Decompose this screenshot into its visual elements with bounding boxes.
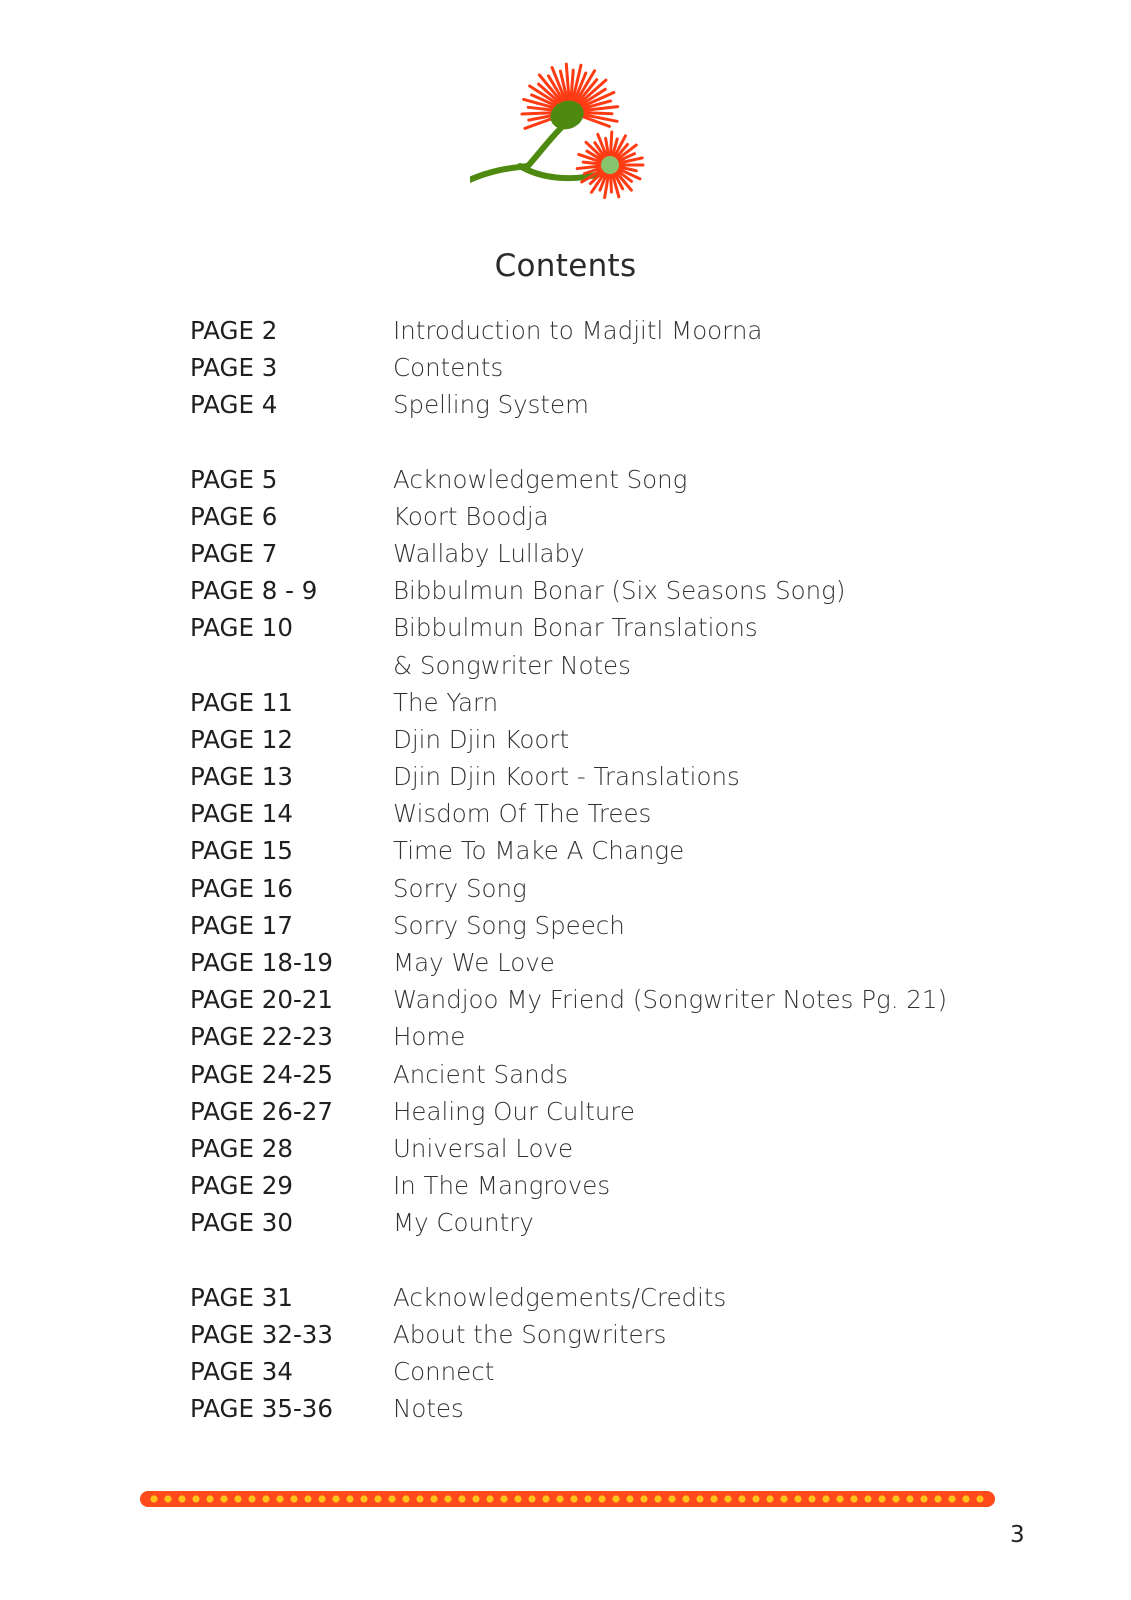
toc-page-label: PAGE 35-36 bbox=[190, 1394, 333, 1424]
strip-dot bbox=[318, 1495, 325, 1502]
toc-page-label: PAGE 12 bbox=[190, 724, 293, 754]
toc-entry-title: Bibbulmun Bonar Translations bbox=[393, 613, 758, 643]
toc-page-label: PAGE 32-33 bbox=[190, 1319, 333, 1349]
toc-entry-title: Home bbox=[393, 1022, 466, 1052]
strip-dot bbox=[920, 1495, 927, 1502]
strip-dot bbox=[248, 1495, 255, 1502]
strip-dot bbox=[234, 1495, 241, 1502]
toc-page-label: PAGE 28 bbox=[190, 1133, 293, 1163]
strip-dot bbox=[682, 1495, 689, 1502]
strip-dot bbox=[178, 1495, 185, 1502]
strip-dot bbox=[458, 1495, 465, 1502]
strip-dot bbox=[556, 1495, 563, 1502]
strip-dot bbox=[934, 1495, 941, 1502]
strip-dot bbox=[150, 1495, 157, 1502]
toc-page-label: PAGE 17 bbox=[190, 910, 293, 940]
strip-dot bbox=[346, 1495, 353, 1502]
toc-entry-title: About the Songwriters bbox=[393, 1319, 667, 1349]
strip-dot bbox=[836, 1495, 843, 1502]
strip-dot bbox=[696, 1495, 703, 1502]
toc-entry-title: Djin Djin Koort - Translations bbox=[393, 762, 740, 792]
strip-dot bbox=[444, 1495, 451, 1502]
strip-dot bbox=[486, 1495, 493, 1502]
strip-dot bbox=[780, 1495, 787, 1502]
toc-entry-title: Universal Love bbox=[393, 1133, 574, 1163]
toc-page-label: PAGE 16 bbox=[190, 873, 293, 903]
toc-entry-title: Time To Make A Change bbox=[393, 836, 685, 866]
strip-dot bbox=[976, 1495, 983, 1502]
toc-entry-title: Wallaby Lullaby bbox=[393, 538, 585, 568]
toc-entry-title: Sorry Song bbox=[393, 873, 527, 903]
strip-dot bbox=[276, 1495, 283, 1502]
strip-dot bbox=[892, 1495, 899, 1502]
toc-page-label: PAGE 18-19 bbox=[190, 948, 333, 977]
toc-entry-title: Introduction to Madjitl Moorna bbox=[393, 316, 763, 345]
toc-entry-title: Ancient Sands bbox=[393, 1059, 568, 1089]
strip-dot bbox=[850, 1495, 857, 1502]
toc-page-label: PAGE 29 bbox=[190, 1171, 293, 1201]
strip-dot bbox=[906, 1495, 913, 1502]
toc-page-label: PAGE 15 bbox=[190, 836, 293, 866]
toc-entry-title: In The Mangroves bbox=[393, 1171, 611, 1201]
toc-page-label: PAGE 8 - 9 bbox=[190, 576, 318, 606]
strip-dot bbox=[500, 1495, 507, 1502]
toc-page-label: PAGE 34 bbox=[190, 1356, 293, 1386]
toc-entry-title: May We Love bbox=[393, 948, 555, 977]
strip-dot bbox=[206, 1495, 213, 1502]
toc-page-label: PAGE 13 bbox=[190, 762, 293, 792]
strip-dot bbox=[668, 1495, 675, 1502]
strip-dot bbox=[808, 1495, 815, 1502]
toc-page-label: PAGE 11 bbox=[190, 687, 293, 717]
toc-page-label: PAGE 30 bbox=[190, 1208, 293, 1238]
toc-entry-title: Acknowledgements/Credits bbox=[393, 1282, 727, 1312]
toc-page-label: PAGE 26-27 bbox=[190, 1096, 333, 1126]
toc-page-label: PAGE 10 bbox=[190, 613, 293, 643]
strip-dot bbox=[262, 1495, 269, 1502]
strip-dot bbox=[710, 1495, 717, 1502]
toc-page-label: PAGE 14 bbox=[190, 799, 293, 829]
toc-entry-title: The Yarn bbox=[393, 687, 499, 717]
toc-page-label: PAGE 31 bbox=[190, 1282, 293, 1312]
strip-dot bbox=[416, 1495, 423, 1502]
toc-entry-title: Sorry Song Speech bbox=[393, 910, 625, 940]
strip-dot bbox=[472, 1495, 479, 1502]
gum-blossom-icon bbox=[470, 62, 670, 212]
toc-page-label: PAGE 24-25 bbox=[190, 1059, 333, 1089]
toc-page-label: PAGE 22-23 bbox=[190, 1022, 333, 1052]
toc-entry-title: & Songwriter Notes bbox=[393, 650, 631, 680]
page-number: 3 bbox=[1010, 1522, 1025, 1548]
toc-entry-title: Bibbulmun Bonar (Six Seasons Song) bbox=[393, 576, 846, 606]
strip-dot bbox=[388, 1495, 395, 1502]
strip-dot bbox=[360, 1495, 367, 1502]
toc-entry-title: Acknowledgement Song bbox=[393, 464, 688, 494]
strip-dot bbox=[402, 1495, 409, 1502]
strip-dot bbox=[542, 1495, 549, 1502]
page-title: Contents bbox=[494, 248, 637, 284]
strip-dot bbox=[584, 1495, 591, 1502]
strip-dot bbox=[612, 1495, 619, 1502]
strip-dot bbox=[962, 1495, 969, 1502]
strip-dot bbox=[654, 1495, 661, 1502]
strip-dot bbox=[570, 1495, 577, 1502]
toc-entry-title: Koort Boodja bbox=[393, 501, 549, 531]
toc-entry-title: My Country bbox=[393, 1208, 534, 1238]
toc-entry-title: Djin Djin Koort bbox=[393, 724, 570, 754]
strip-dot bbox=[514, 1495, 521, 1502]
strip-dot bbox=[766, 1495, 773, 1502]
toc-entry-title: Contents bbox=[393, 353, 504, 383]
toc-entry-title: Healing Our Culture bbox=[393, 1096, 635, 1126]
strip-dot bbox=[332, 1495, 339, 1502]
strip-dot bbox=[640, 1495, 647, 1502]
toc-entry-title: Notes bbox=[393, 1394, 464, 1424]
toc-page-label: PAGE 4 bbox=[190, 390, 278, 420]
toc-page-label: PAGE 2 bbox=[190, 316, 278, 345]
strip-dot bbox=[164, 1495, 171, 1502]
strip-dot bbox=[528, 1495, 535, 1502]
toc-entry-title: Wandjoo My Friend (Songwriter Notes Pg. 21) bbox=[393, 985, 948, 1015]
decorative-dotted-strip bbox=[140, 1489, 995, 1509]
strip-dot bbox=[626, 1495, 633, 1502]
strip-dot bbox=[822, 1495, 829, 1502]
strip-dot bbox=[430, 1495, 437, 1502]
strip-dot bbox=[290, 1495, 297, 1502]
toc-entry-title: Spelling System bbox=[393, 390, 589, 420]
toc-page-label: PAGE 3 bbox=[190, 353, 278, 383]
toc-entry-title: Connect bbox=[393, 1356, 495, 1386]
toc-page-label: PAGE 20-21 bbox=[190, 985, 333, 1015]
strip-dot bbox=[738, 1495, 745, 1502]
strip-dot bbox=[304, 1495, 311, 1502]
strip-dot bbox=[724, 1495, 731, 1502]
strip-dot bbox=[864, 1495, 871, 1502]
strip-dot bbox=[598, 1495, 605, 1502]
toc-page-label: PAGE 5 bbox=[190, 464, 278, 494]
strip-dot bbox=[752, 1495, 759, 1502]
strip-dot bbox=[220, 1495, 227, 1502]
strip-dot bbox=[192, 1495, 199, 1502]
strip-dot bbox=[794, 1495, 801, 1502]
toc-page-label: PAGE 7 bbox=[190, 538, 278, 568]
strip-dot bbox=[374, 1495, 381, 1502]
strip-dot bbox=[878, 1495, 885, 1502]
strip-dot bbox=[948, 1495, 955, 1502]
toc-entry-title: Wisdom Of The Trees bbox=[393, 799, 652, 829]
toc-page-label: PAGE 6 bbox=[190, 501, 278, 531]
